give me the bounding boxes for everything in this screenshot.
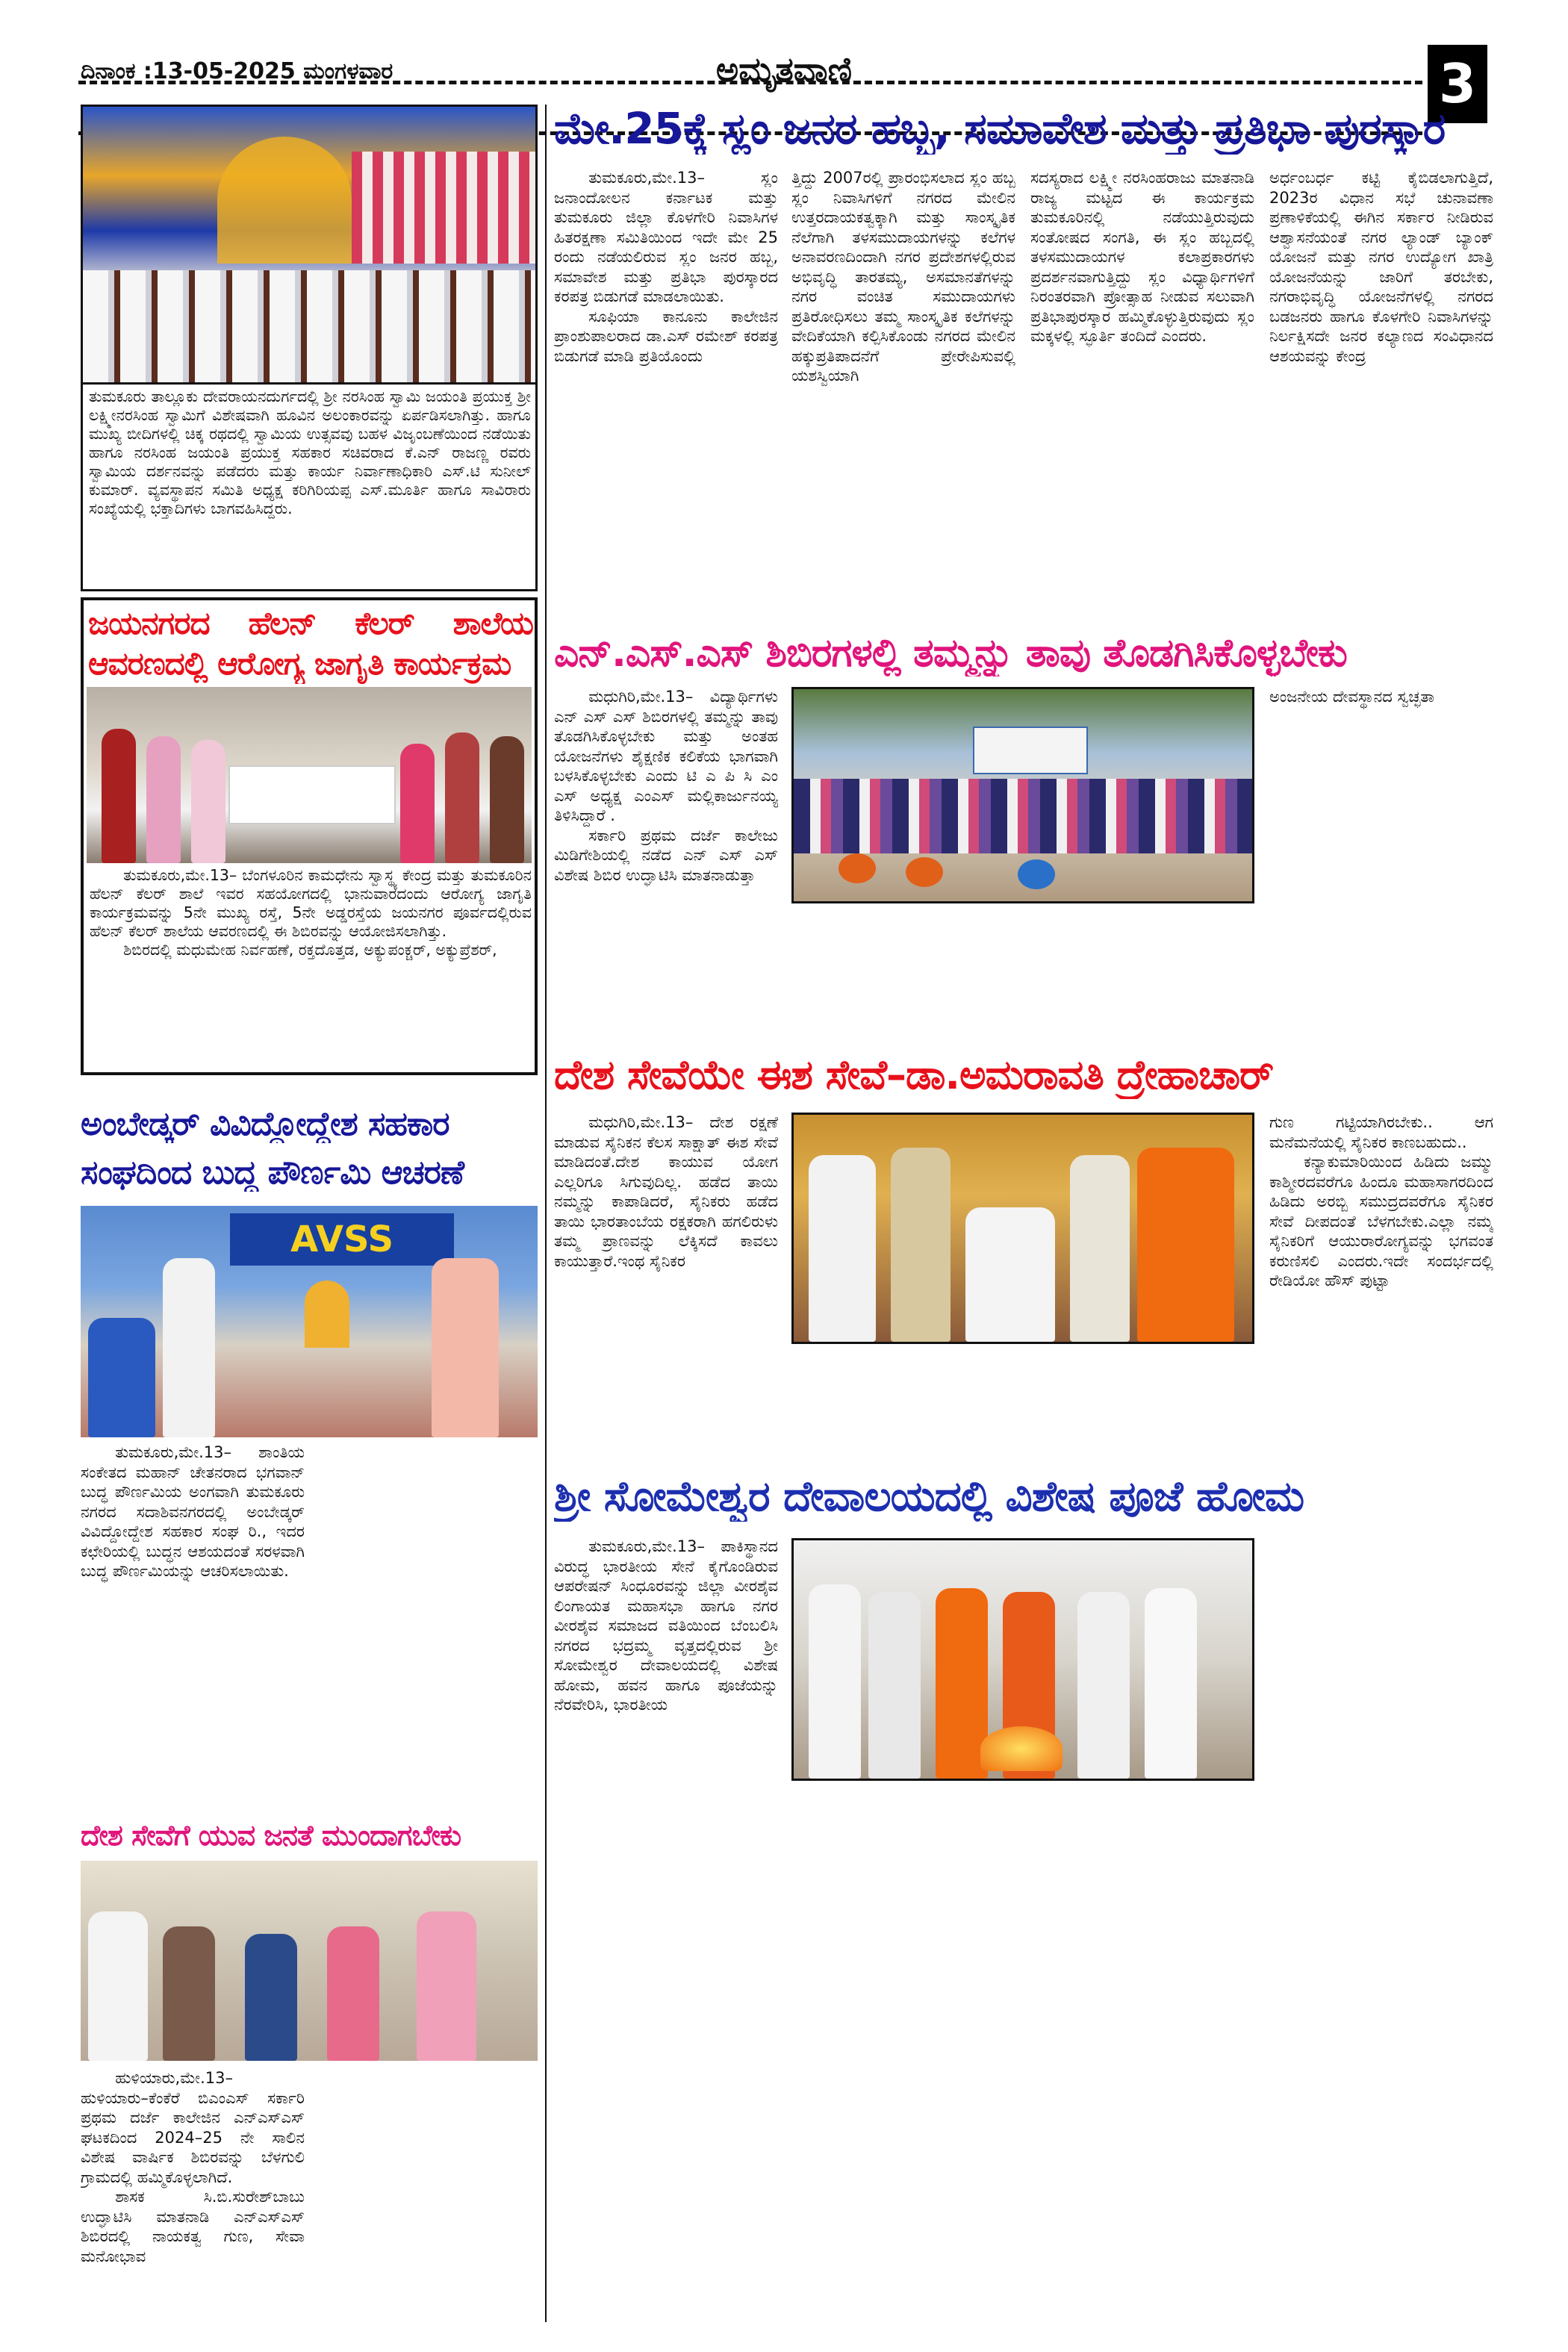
slum-body-col2: [791, 168, 1015, 616]
yuva-headline: ದೇಶ ಸೇವೆಗೆ ಯುವ ಜನತೆ ಮುಂದಾಗಬೇಕು: [81, 1819, 461, 1852]
nss-camp-group-photo: [791, 687, 1254, 903]
nss-paragraph: ಮಧುಗಿರಿ,ಮೇ.13– ವಿದ್ಯಾರ್ಥಿಗಳು ಎನ್ ಎಸ್ ಎಸ್ ಶಿಬಿರಗಳಲ್ಲಿ ತಮ್ಮನ್ನು ತಾವು ತೊಡಗಿಸಿಕೊಳ್ಳಬೇಕು ಮತ್ತು ಅಂತಹ ಯೋಜನೆಗಳು ಶೈಕ್ಷಣಿಕ ಕಲಿಕೆಯ ಭಾಗವಾಗಿ ಬಳಸಿಕೊಳ್ಳಬೇಕು ಎಂದು ಟಿ ಎ ಪಿ ಸಿ ಎಂ ಎಸ್ ಅಧ್ಯಕ್ಷ ಎಂಎಸ್ ಮಲ್ಲಿಕಾರ್ಜುನಯ್ಯ ತಿಳಿಸಿದ್ದಾರೆ .: [554, 688, 778, 824]
person: [809, 1584, 861, 1779]
person: [445, 732, 479, 863]
slum-paragraph: ತ್ತಿದ್ದು 2007ರಲ್ಲಿ ಪ್ರಾರಂಭಿಸಲಾದ ಸ್ಲಂ ಹಬ್ಬ ಸ್ಲಂ ನಿವಾಸಿಗಳಿಗೆ ನಗರದ ಮೇಲಿನ ಉತ್ತರದಾಯಕತ್ವಕ್ಕಾಗಿ ಮತ್ತು ಸಾಂಸ್ಕೃತಿಕ ನೆಲೆಗಾಗಿ ತಳಸಮುದಾಯಗಳನ್ನು ಕಲೆಗಳ ಅನಾವರಣದಿಂದಾಗಿ ನಗರ ಪ್ರದೇಶಗಳಲ್ಲಿರುವ ಅಭಿವೃದ್ಧಿ ತಾರತಮ್ಯ, ಅಸಮಾನತೆಗಳನ್ನು ನಗರ ವಂಚಿತ ಸಮುದಾಯಗಳು ಪ್ರತಿರೋಧಿಸಲು ತಮ್ಮ ಸಾಂಸ್ಕೃತಿಕ ಕಲೆಗಳನ್ನು ವೇದಿಕೆಯಾಗಿ ಕಲ್ಪಿಸಿಕೊಂಡು ನಗರದ ಮೇಲಿನ ಹಕ್ಕುಪ್ರತಿಪಾದನೆಗೆ ಪ್ರೇರೇಪಿಸುವಲ್ಲಿ ಯಶಸ್ವಿಯಾಗಿ: [791, 169, 1015, 385]
flower-decoration: [217, 137, 352, 264]
slum-headline: ಮೇ.25ಕ್ಕೆ ಸ್ಲಂ ಜನರ ಹಬ್ಬ, ಸಮಾವೇಶ ಮತ್ತು ಪ್ರತಿಭಾ ಪುರಸ್ಕಾರ: [554, 103, 1446, 154]
narasimha-caption-box: [81, 382, 538, 591]
page-number: 3: [1428, 45, 1487, 123]
buddha-purnima-photo: [81, 1206, 538, 1437]
person: [868, 1592, 921, 1779]
desha-body-col-right: [1269, 1113, 1493, 1463]
helen-headline-line1: ಜಯನಗರದ ಹೆಲನ್ ಕೆಲರ್ ಶಾಲೆಯ: [88, 605, 533, 641]
someshwara-headline: ಶ್ರೀ ಸೋಮೇಶ್ವರ ದೇವಾಲಯದಲ್ಲಿ ವಿಶೇಷ ಪೂಜೆ ಹೋಮ: [554, 1472, 1304, 1521]
helen-body: [90, 866, 532, 1071]
person: [88, 1318, 155, 1437]
helen-paragraph: ತುಮಕೂರು,ಮೇ.13– ಬೆಂಗಳೂರಿನ ಕಾಮಧೇನು ಸ್ವಾಸ್ಥ್ಯ ಕೇಂದ್ರ ಮತ್ತು ತುಮಕೂರಿನ ಹೆಲನ್ ಕೆಲರ್ ಶಾಲೆ ಇವರ ಸಹಯೋಗದಲ್ಲಿ ಭಾನುವಾರದಂದು ಆರೋಗ್ಯ ಜಾಗೃತಿ ಕಾರ್ಯಕ್ರಮವನ್ನು 5ನೇ ಮುಖ್ಯ ರಸ್ತೆ, 5ನೇ ಅಡ್ಡರಸ್ತೆಯ ಜಯನಗರ ಪೂರ್ವದಲ್ಲಿರುವ ಹೆಲನ್ ಕೆಲರ್ ಶಾಲೆಯ ಆವರಣದಲ್ಲಿ ಈ ಶಿಬಿರವನ್ನು ಆಯೋಜಿಸಲಾಗಿತ್ತು.: [90, 866, 532, 940]
person: [1070, 1155, 1130, 1342]
column-divider: [545, 105, 547, 2322]
nss-headline: ಎನ್.ಎಸ್.ಎಸ್ ಶಿಬಿರಗಳಲ್ಲಿ ತಮ್ಮನ್ನು ತಾವು ತೊಡಗಿಸಿಕೊಳ್ಳಬೇಕು: [554, 631, 1347, 676]
ambedkar-headline-line2: ಸಂಘದಿಂದ ಬುದ್ಧ ಪೌರ್ಣಮಿ ಆಚರಣೆ: [81, 1154, 464, 1192]
ambedkar-headline-line1: ಅಂಬೇಡ್ಕರ್ ವಿವಿದ್ದೋದ್ದೇಶ ಸಹಕಾರ: [81, 1105, 449, 1143]
person: [88, 1911, 148, 2061]
curtain-drape: [352, 152, 538, 264]
health-camp-photo: [87, 687, 532, 863]
nss-paragraph: ಅಂಜನೇಯ ದೇವಸ್ಥಾನದ ಸ್ವಚ್ಛತಾ: [1269, 688, 1434, 706]
slum-paragraph: ತುಮಕೂರು,ಮೇ.13– ಸ್ಲಂ ಜನಾಂದೋಲನ ಕರ್ನಾಟಕ ಮತ್ತು ತುಮಕೂರು ಜಿಲ್ಲಾ ಕೊಳಗೇರಿ ನಿವಾಸಿಗಳ ಹಿತರಕ್ಷಣಾ ಸಮಿತಿಯಿಂದ ಇದೇ ಮೇ 25 ರಂದು ನಡೆಯಲಿರುವ ಸ್ಲಂ ಜನರ ಹಬ್ಬ, ಸಮಾವೇಶ ಮತ್ತು ಪ್ರತಿಭಾ ಪುರಸ್ಕಾರದ ಕರಪತ್ರ ಬಿಡುಗಡೆ ಮಾಡಲಾಯಿತು.: [554, 169, 778, 305]
slum-body-col4: [1269, 168, 1493, 616]
narasimha-temple-photo: [81, 105, 538, 385]
avss-banner: AVSS: [230, 1213, 454, 1266]
nss-camp-students-photo: [81, 1861, 538, 2061]
nss-paragraph: ಸರ್ಕಾರಿ ಪ್ರಥಮ ದರ್ಜೆ ಕಾಲೇಜು ಮಿಡಿಗೇಶಿಯಲ್ಲಿ ನಡೆದ ಎನ್ ಎಸ್ ಎಸ್ ವಿಶೇಷ ಶಿಬಿರ ಉದ್ಘಾಟಿಸಿ ಮಾತನಾಡುತ್ತಾ: [554, 826, 778, 884]
person: [191, 740, 225, 863]
desha-seve-headline: ದೇಶ ಸೇವೆಯೇ ಈಶ ಸೇವೆ–ಡಾ.ಅಮರಾವತಿ ದ್ರೇಹಾಚಾರ್: [554, 1051, 1274, 1098]
person: [146, 736, 181, 863]
yuva-paragraph: ಹುಳಿಯಾರು,ಮೇ.13– ಹುಳಿಯಾರು–ಕೆಂಕೆರೆ ಬಿಎಂಎಸ್ ಸರ್ಕಾರಿ ಪ್ರಥಮ ದರ್ಜೆ ಕಾಲೇಜಿನ ಎನ್‌ಎಸ್‌ಎಸ್ ಘಟಕದಿಂದ 2024–25 ನೇ ಸಾಲಿನ ವಿಶೇಷ ವಾರ್ಷಿಕ ಶಿಬಿರವನ್ನು ಬೆಳಗುಲಿ ಗ್ರಾಮದಲ್ಲಿ ಹಮ್ಮಿಕೊಳ್ಳಲಾಗಿದೆ.: [81, 2069, 305, 2186]
person: [965, 1207, 1055, 1342]
person: [809, 1155, 876, 1342]
desha-body-col1: [554, 1113, 778, 1463]
desha-paragraph: ಗುಣ ಗಟ್ಟಿಯಾಗಿರಬೇಕು.. ಆಗ ಮನೆಮನೆಯಲ್ಲಿ ಸೈನಿಕರ ಕಾಣಬಹುದು..: [1269, 1113, 1493, 1151]
helen-headline-line2: ಆವರಣದಲ್ಲಿ ಆರೋಗ್ಯ ಜಾಗೃತಿ ಕಾರ್ಯಕ್ರಮ: [88, 645, 511, 682]
desha-paragraph: ಮಧುಗಿರಿ,ಮೇ.13– ದೇಶ ರಕ್ಷಣೆ ಮಾಡುವ ಸೈನಿಕನ ಕೆಲಸ ಸಾಕ್ಷಾತ್ ಈಶ ಸೇವೆ ಮಾಡಿದಂತೆ.ದೇಶ ಕಾಯುವ ಯೋಗ ಎಲ್ಲರಿಗೂ ಸಿಗುವುದಿಲ್ಲ. ಹಡೆದ ತಾಯಿ ನಮ್ಮನ್ನು ಕಾಪಾಡಿದರೆ, ಸೈನಿಕರು ಹಡೆದ ತಾಯಿ ಭಾರತಾಂಬೆಯ ರಕ್ಷಕರಾಗಿ ಹಗಲಿರುಳು ತಮ್ಮ ಪ್ರಾಣವನ್ನು ಲೆಕ್ಕಿಸದೆ ಕಾವಲು ಕಾಯುತ್ತಾರೆ.ಇಂಥ ಸೈನಿಕರ: [554, 1113, 778, 1270]
slum-paragraph: ಸೂಫಿಯಾ ಕಾನೂನು ಕಾಲೇಜಿನ ಪ್ರಾಂಶುಪಾಲರಾದ ಡಾ.ಎಸ್ ರಮೇಶ್ ಕರಪತ್ರ ಬಿಡುಗಡೆ ಮಾಡಿ ಪ್ರತಿಯೊಂದು: [554, 307, 778, 365]
person: [102, 729, 136, 863]
helen-keller-article: [81, 597, 538, 1075]
person: [1077, 1592, 1130, 1779]
students-group: [794, 779, 1252, 853]
banner: [973, 727, 1088, 774]
slum-paragraph: ಸದಸ್ಯರಾದ ಲಕ್ಷ್ಮೀ ನರಸಿಂಹರಾಜು ಮಾತನಾಡಿ ರಾಜ್ಯ ಮಟ್ಟದ ಈ ಕಾರ್ಯಕ್ರಮ ತುಮಕೂರಿನಲ್ಲಿ ನಡೆಯುತ್ತಿರುವುದು ಸಂತೋಷದ ಸಂಗತಿ, ಈ ಸ್ಲಂ ಹಬ್ಬದಲ್ಲಿ ತಳಸಮುದಾಯಗಳ ಕಲಾಪ್ರಕಾರಗಳು ಪ್ರದರ್ಶನವಾಗುತ್ತಿದ್ದು ಸ್ಲಂ ವಿಧ್ಯಾರ್ಥಿಗಳಿಗೆ ನಿರಂತರವಾಗಿ ಪ್ರೋತ್ಸಾಹ ನೀಡುವ ಸಲುವಾಗಿ ಪ್ರತಿಭಾಪುರಸ್ಕಾರ ಹಮ್ಮಿಕೊಳ್ಳುತ್ತಿರುವುದು ಸ್ಲಂ ಮಕ್ಕಳಲ್ಲಿ ಸ್ಫೂರ್ತಿ ತಂದಿದೆ ಎಂದರು.: [1030, 169, 1254, 345]
desha-paragraph: ಕನ್ಯಾಕುಮಾರಿಯಿಂದ ಹಿಡಿದು ಜಮ್ಮು ಕಾಶ್ಮೀರದವರೆಗೂ ಹಿಂದೂ ಮಹಾಸಾಗರದಿಂದ ಹಿಡಿದು ಅರಬ್ಬಿ ಸಮುದ್ರದವರೆಗೂ ಸೈನಿಕರ ಸೇವೆ ದೀಪದಂತೆ ಬೆಳಗಬೇಕು.ಎಲ್ಲಾ ನಮ್ಮ ಸೈನಿಕರಿಗೆ ಆಯುರಾರೋಗ್ಯವನ್ನು ಭಗವಂತ ಕರುಣಿಸಲಿ ಎಂದರು.ಇದೇ ಸಂದರ್ಭದಲ್ಲಿ ರೇಡಿಯೋ ಹೌಸ್ ಪುಟ್ಟಾ: [1269, 1153, 1493, 1289]
ambedkar-body-col1: [81, 1443, 305, 1808]
person: [1145, 1588, 1197, 1779]
person: [891, 1148, 951, 1342]
someshwara-body-col1: [554, 1537, 778, 2321]
person: [245, 1934, 297, 2061]
person: [417, 1911, 476, 2061]
person: [163, 1258, 215, 1437]
table: [228, 765, 396, 824]
yuva-body-col1: [81, 2068, 305, 2322]
felicitation-photo: [791, 1113, 1254, 1344]
person: [327, 1926, 379, 2061]
homa-ritual-photo: [791, 1538, 1254, 1781]
slum-paragraph: ಅರ್ಧಂಬರ್ಧ ಕಟ್ಟಿ ಕೈಬಿಡಲಾಗುತ್ತಿದೆ, 2023ರ ವಿಧಾನ ಸಭೆ ಚುನಾವಣಾ ಪ್ರಣಾಳಿಕೆಯಲ್ಲಿ ಈಗಿನ ಸರ್ಕಾರ ನೀಡಿರುವ ಆಶ್ವಾಸನೆಯಂತೆ ನಗರ ಲ್ಯಾಂಡ್ ಬ್ಯಾಂಕ್ ಯೋಜನೆ ಮತ್ತು ನಗರ ಉದ್ಯೋಗ ಖಾತ್ರಿ ಯೋಜನೆಯನ್ನು ಜಾರಿಗೆ ತರಬೇಕು, ನಗರಾಭಿವೃದ್ಧಿ ಯೋಜನೆಗಳಲ್ಲಿ ನಗರದ ಬಡಜನರು ಹಾಗೂ ಕೊಳಗೇರಿ ನಿವಾಸಿಗಳನ್ನು ನಿರ್ಲಕ್ಷಿಸದೇ ಜನರ ಕಲ್ಯಾಣದ ಸಂವಿಧಾನದ ಆಶಯವನ್ನು ಕೇಂದ್ರ: [1269, 169, 1493, 365]
ambedkar-paragraph: ತುಮಕೂರು,ಮೇ.13– ಶಾಂತಿಯ ಸಂಕೇತದ ಮಹಾನ್ ಚೇತನರಾದ ಭಗವಾನ್ ಬುದ್ಧ ಪೌರ್ಣಮಿಯ ಅಂಗವಾಗಿ ತುಮಕೂರು ನಗರದ ಸದಾಶಿವನಗರದಲ್ಲಿ ಅಂಬೇಡ್ಕರ್ ವಿವಿದ್ದೋದ್ದೇಶ ಸಹಕಾರ ಸಂಘ ರಿ., ಇದರ ಕಛೇರಿಯಲ್ಲಿ ಬುದ್ಧನ ಆಶಯದಂತೆ ಸರಳವಾಗಿ ಬುದ್ಧ ಪೌರ್ಣಮಿಯನ್ನು ಆಚರಿಸಲಾಯಿತು.: [81, 1443, 305, 1580]
person: [1137, 1148, 1234, 1342]
pot: [906, 857, 943, 887]
narasimha-caption: ತುಮಕೂರು ತಾಲ್ಲೂಕು ದೇವರಾಯನದುರ್ಗದಲ್ಲಿ ಶ್ರೀ ನರಸಿಂಹ ಸ್ವಾಮಿ ಜಯಂತಿ ಪ್ರಯುಕ್ತ ಶ್ರೀ ಲಕ್ಷ್ಮೀನರಸಿಂಹ ಸ್ವಾಮಿಗೆ ವಿಶೇಷವಾಗಿ ಹೂವಿನ ಅಲಂಕಾರವನ್ನು ಏರ್ಪಡಿಸಲಾಗಿತ್ತು. ಹಾಗೂ ಮುಖ್ಯ ಬೀದಿಗಳಲ್ಲಿ ಚಿಕ್ಕ ರಥದಲ್ಲಿ ಸ್ವಾಮಿಯ ಉತ್ಸವವು ಬಹಳ ವಿಜೃಂಬಣೆಯಿಂದ ನಡೆಯಿತು ಹಾಗೂ ನರಸಿಂಹ ಜಯಂತಿ ಪ್ರಯುಕ್ತ ಸಹಕಾರ ಸಚಿವರಾದ ಕೆ.ಎನ್ ರಾಜಣ್ಣ ರವರು ಸ್ವಾಮಿಯ ದರ್ಶನವನ್ನು ಪಡೆದರು ಮತ್ತು ಕಾರ್ಯ ನಿರ್ವಾಣಾಧಿಕಾರಿ ಎಸ್.ಟಿ ಸುನೀಲ್ ಕುಮಾರ್. ವ್ಯವಸ್ಥಾಪನ ಸಮಿತಿ ಅಧ್ಯಕ್ಷ ಕರಿಗಿರಿಯಪ್ಪ ಎಸ್.ಮೂರ್ತಿ ಹಾಗೂ ಸಾವಿರಾರು ಸಂಖ್ಯೆಯಲ್ಲಿ ಭಕ್ತಾದಿಗಳು ಬಾಗವಹಿಸಿದ್ದರು.: [89, 388, 531, 517]
devotees-group: [83, 270, 535, 382]
nss-body-col-right: [1269, 687, 1493, 903]
person: [432, 1258, 499, 1437]
person: [490, 736, 524, 863]
issue-date: ದಿನಾಂಕ :13-05-2025 ಮಂಗಳವಾರ: [81, 58, 393, 84]
someshwara-paragraph: ತುಮಕೂರು,ಮೇ.13– ಪಾಕಿಸ್ಥಾನದ ವಿರುದ್ಧ ಭಾರತೀಯ ಸೇನೆ ಕೈಗೊಂಡಿರುವ ಆಪರೇಷನ್ ಸಿಂಧೂರವನ್ನು ಜಿಲ್ಲಾ ವೀರಶೈವ ಲಿಂಗಾಯತ ಮಹಾಸಭಾ ಹಾಗೂ ನಗರ ವೀರಶೈವ ಸಮಾಜದ ವತಿಯಿಂದ ಬೆಂಬಲಿಸಿ ನಗರದ ಭದ್ರಮ್ಮ ವೃತ್ತದಲ್ಲಿರುವ ಶ್ರೀ ಸೋಮೇಶ್ವರ ದೇವಾಲಯದಲ್ಲಿ ವಿಶೇಷ ಹೋಮ, ಹವನ ಹಾಗೂ ಪೂಜೆಯನ್ನು ನೆರವೇರಿಸಿ, ಭಾರತೀಯ: [554, 1537, 778, 1714]
slum-body-col3: [1030, 168, 1254, 616]
person: [163, 1926, 215, 2061]
helen-paragraph: ಶಿಬಿರದಲ್ಲಿ ಮಧುಮೇಹ ನಿರ್ವಹಣೆ, ರಕ್ತದೊತ್ತಡ, ಅಕ್ಯುಪಂಕ್ಚರ್, ಅಕ್ಯುಪ್ರೆಶರ್,: [123, 941, 497, 959]
pot: [839, 853, 876, 883]
person: [400, 744, 435, 863]
yuva-paragraph: ಶಾಸಕ ಸಿ.ಬಿ.ಸುರೇಶ್‌ಬಾಬು ಉದ್ಘಾಟಿಸಿ ಮಾತನಾಡಿ ಎನ್‌ಎಸ್‌ಎಸ್ ಶಿಬಿರದಲ್ಲಿ ನಾಯಕತ್ವ ಗುಣ, ಸೇವಾ ಮನೋಭಾವ: [81, 2188, 305, 2265]
newspaper-masthead: ಅಮೃತವಾಣಿ: [715, 49, 853, 90]
buddha-portrait: [305, 1281, 349, 1348]
pot: [1018, 859, 1055, 889]
homa-fire: [980, 1726, 1063, 1771]
slum-body-col1: [554, 168, 778, 616]
nss-body-col1: [554, 687, 778, 1045]
